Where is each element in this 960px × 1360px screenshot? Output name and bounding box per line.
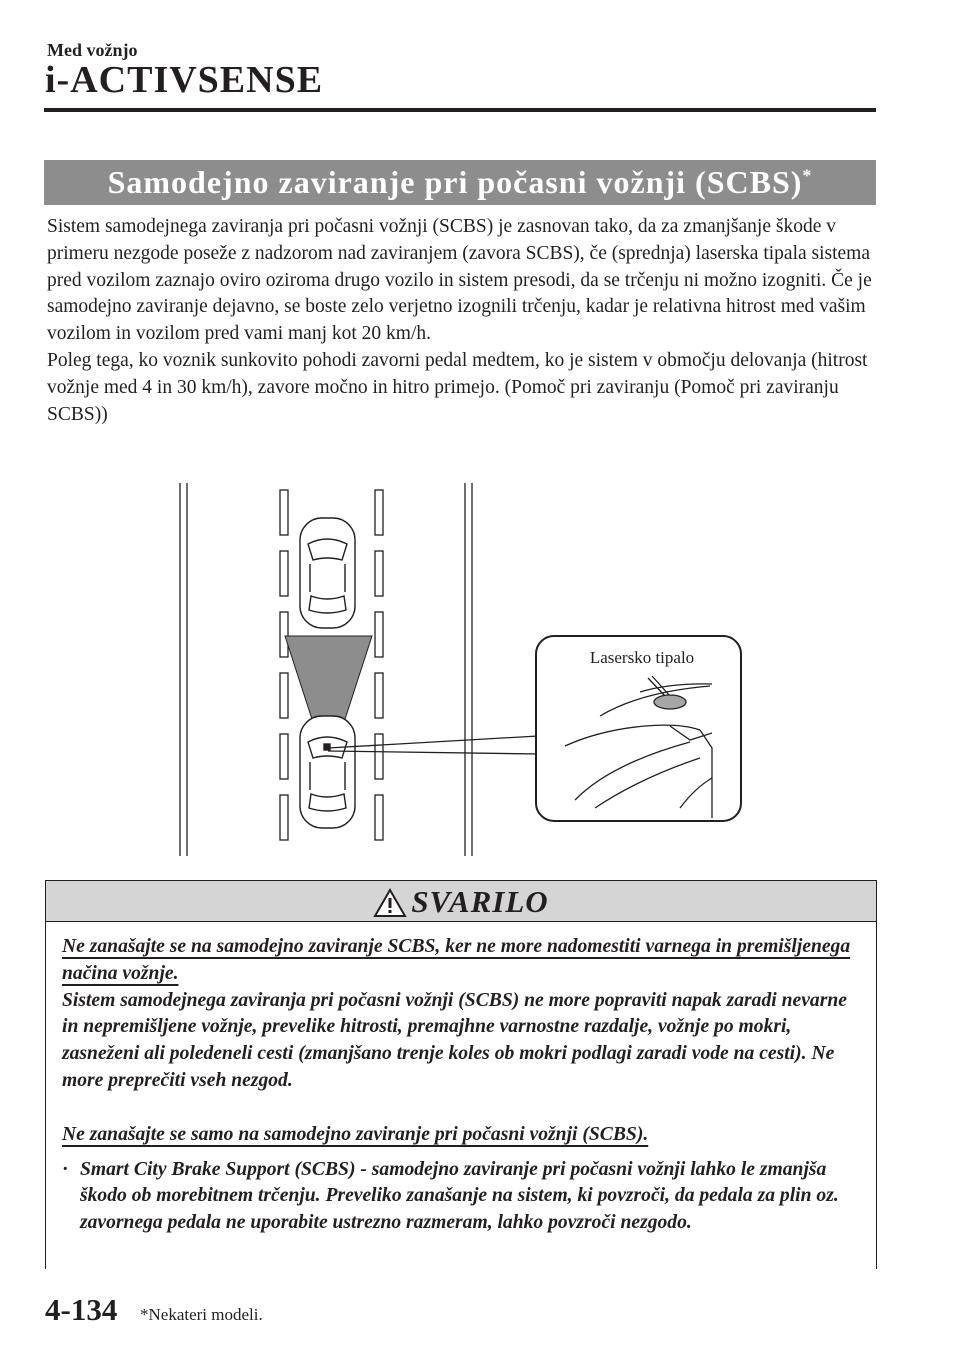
- intro-paragraph-1: Sistem samodejnega zaviranja pri počasni vožnji (SCBS) je zasnovan tako, da za zmanjšanje škode v primeru nezgode poseže z nadzorom nad zaviranjem (zavora SCBS), če (sprednja) laserska tipala sistema pred vozilom zaznajo oviro oziroma drugo vozilo in sistem presodi, da se trčenju ni možno izogniti. Če je samodejno zaviranje dejavno, se boste zelo verjetno izognili trčenju, kadar je relativna hitrost med vašim vozilom in vozilom pred vami manj kot 20 km/h.: [47, 216, 872, 345]
- footnote: *Nekateri modeli.: [140, 1305, 263, 1324]
- front-vehicle: [300, 518, 355, 628]
- intro-paragraph-2: Poleg tega, ko voznik sunkovito pohodi zavorni pedal medtem, ko je sistem v območju delovanja (hitrost vožnje med 4 in 30 km/h), zavore močno in hitro primejo. (Pomoč pri zaviranju (Pomoč pri zaviranju SCBS)): [47, 349, 868, 425]
- warning-box: [45, 880, 877, 1269]
- warning-triangle-icon: [373, 888, 407, 918]
- scbs-illustration: [170, 478, 750, 858]
- warning-body: [46, 922, 876, 1237]
- optional-equipment-mark: *: [802, 165, 813, 186]
- warning-heading-1: Ne zanašajte se na samodejno zaviranje SCBS, ker ne more nadomestiti varnega in premišljenega načina vožnje.: [62, 936, 851, 984]
- header-divider: [44, 108, 876, 112]
- callout-leader: [328, 736, 538, 754]
- warning-text-1: Sistem samodejnega zaviranja pri počasni vožnji (SCBS) ne more popraviti napak zaradi nevarne in nepremišljene vožnje, prevelike hitrosti, premajhne varnostne razdalje, vožnje po mokri, zasneženi ali poledeneli cesti (zmanjšano trenje koles ob mokri podlagi zaradi vode na cesti). Ne more preprečiti vseh nezgod.: [62, 989, 847, 1091]
- intro-text: [47, 214, 877, 428]
- section-label: Med vožnjo: [47, 40, 138, 60]
- warning-bullet-text: Smart City Brake Support (SCBS) - samodejno zaviranje pri počasni vožnji lahko le zmanjša škodo ob morebitnem trčenju. Preveliko zanašanje na sistem, ki povzroči, da pedala za plin oz. zavornega pedala ne uporabite ustrezno razmeram, lahko povzroči nezgodo.: [80, 1158, 839, 1234]
- chapter-title: i-ACTIVSENSE: [45, 59, 324, 101]
- section-title-band: [44, 160, 876, 205]
- section-title: Samodejno zaviranje pri počasni vožnji (SCBS): [107, 164, 803, 200]
- page-number: 4-134: [45, 1292, 118, 1327]
- warning-heading-2: Ne zanašajte se samo na samodejno zaviranje pri počasni vožnji (SCBS).: [62, 1123, 649, 1145]
- bullet-mark: ·: [62, 1158, 69, 1180]
- own-vehicle: [300, 716, 355, 828]
- callout-label: Lasersko tipalo: [589, 648, 695, 667]
- warning-title: SVARILO: [411, 884, 549, 919]
- warning-bullet: [62, 1157, 860, 1237]
- laser-sensor-icon: [654, 695, 686, 709]
- warning-header: [46, 881, 876, 922]
